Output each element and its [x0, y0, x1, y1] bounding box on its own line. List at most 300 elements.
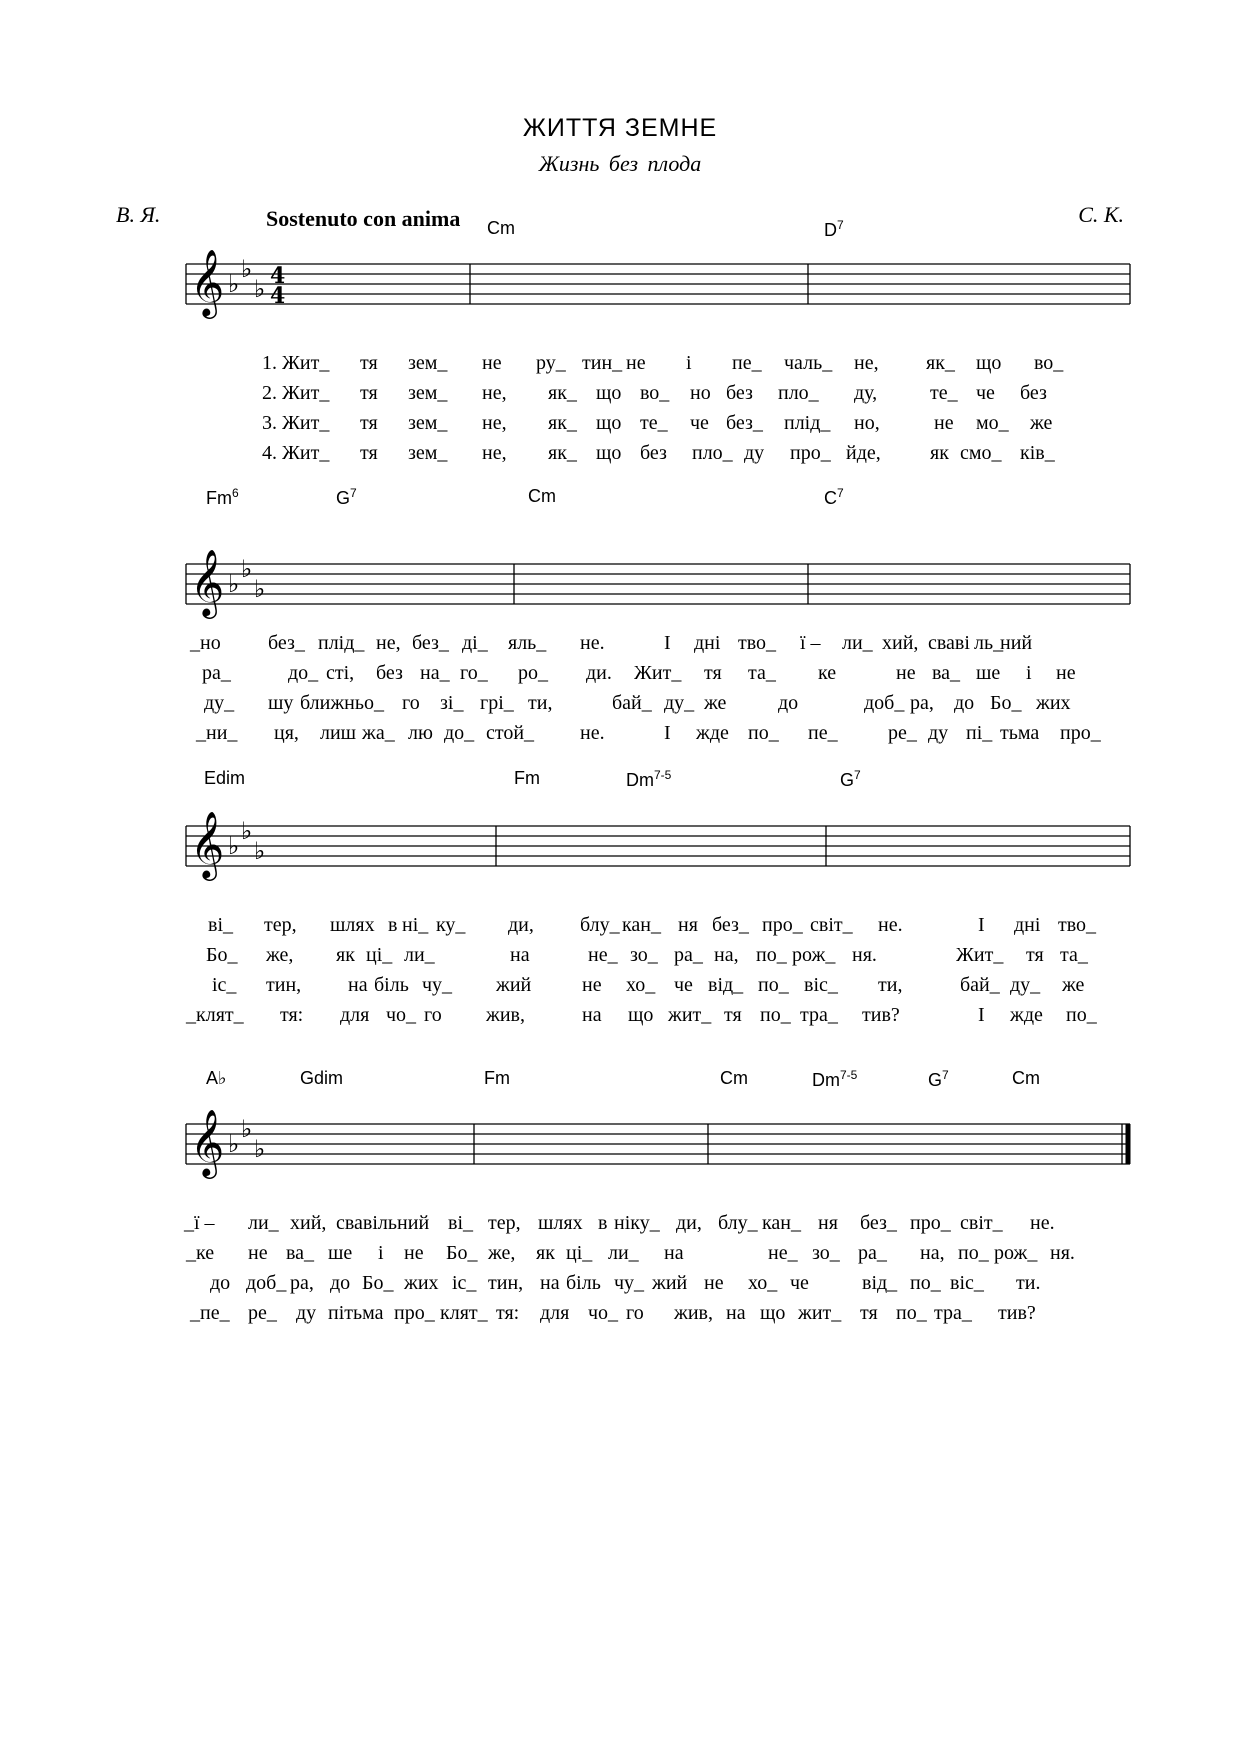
chord-name: Cm [1012, 1068, 1040, 1088]
chord-extension: 7-5 [654, 768, 672, 782]
chord-symbol [487, 218, 515, 239]
lyric-syllable: ця, [274, 722, 299, 744]
flat-sign: ♭ [254, 837, 266, 865]
lyric-syllable: І [664, 722, 671, 744]
lyric-syllable: пе_ [808, 722, 838, 744]
lyric-syllable: ду_ [204, 692, 235, 714]
lyric-syllable: ше [328, 1242, 353, 1264]
lyric-syllable: та_ [748, 662, 776, 684]
lyric-syllable: біль [566, 1272, 601, 1294]
lyric-syllable: по_ [958, 1242, 989, 1264]
lyric-syllable: ня. [852, 944, 877, 966]
lyric-syllable: тво_ [738, 632, 777, 654]
lyric-syllable: про_ [910, 1212, 951, 1234]
lyric-syllable: що [760, 1302, 786, 1324]
chord-symbol [204, 768, 245, 789]
lyric-syllable: но [690, 382, 711, 404]
lyric-syllable: тра_ [934, 1302, 972, 1324]
lyric-syllable: І [664, 632, 671, 654]
lyric-syllable: на, [714, 944, 739, 966]
lyric-syllable: не [704, 1272, 724, 1294]
chord-name: Cm [720, 1068, 748, 1088]
lyric-syllable: від_ [708, 974, 744, 996]
lyric-syllable: жит_ [798, 1302, 842, 1324]
lyric-syllable: віс_ [804, 974, 838, 996]
lyric-syllable: го [424, 1004, 442, 1026]
chord-symbol [840, 768, 861, 791]
lyric-syllable: пе_ [732, 352, 762, 374]
song-subtitle: Жизнь без плода [538, 151, 702, 176]
lyric-syllable: ли_ [608, 1242, 639, 1264]
lyric-syllable: І [978, 1004, 985, 1026]
composer-initials: С. К. [1078, 202, 1124, 227]
lyric-syllable: тя [724, 1004, 742, 1026]
tempo-marking: Sostenuto con anima [266, 206, 461, 231]
chord-name: G [840, 770, 855, 790]
lyric-syllable: ру_ [536, 352, 566, 374]
lyric-syllable: по_ [758, 974, 789, 996]
lyric-syllable: ду_ [664, 692, 695, 714]
lyric-syllable: жде [1010, 1004, 1043, 1026]
time-signature-bottom: 4 [270, 283, 286, 309]
lyric-syllable: кан_ [762, 1212, 801, 1234]
lyric-syllable: ня [678, 914, 698, 936]
lyric-syllable: плід_ [784, 412, 831, 434]
lyric-syllable: чаль_ [784, 352, 833, 374]
lyric-syllable: не [934, 412, 954, 434]
lyric-syllable: смо_ [960, 442, 1002, 464]
lyric-syllable: до_ [444, 722, 475, 744]
chord-extension: 6 [232, 486, 239, 500]
lyric-syllable: рож_ [792, 944, 836, 966]
lyric-syllable: же [1062, 974, 1085, 996]
lyric-syllable: що [976, 352, 1002, 374]
chord-name: G [336, 488, 351, 508]
lyric-syllable: 1. Жит_ [262, 352, 330, 374]
lyric-syllable: зо_ [630, 944, 658, 966]
lyric-syllable: на, [920, 1242, 945, 1264]
flat-sign: ♭ [228, 1130, 240, 1158]
lyric-syllable: не [248, 1242, 268, 1264]
lyric-syllable: тра_ [800, 1004, 838, 1026]
lyric-syllable: ня [818, 1212, 838, 1234]
lyric-syllable: ків_ [1020, 442, 1055, 464]
lyric-syllable: ду [744, 442, 765, 464]
lyric-syllable: ро_ [518, 662, 548, 684]
lyric-syllable: тин, [266, 974, 302, 996]
lyric-syllable: не [896, 662, 916, 684]
lyric-syllable: _но [190, 632, 221, 654]
lyric-syllable: без_ [860, 1212, 897, 1234]
lyric-syllable: _пе_ [190, 1302, 230, 1324]
chord-name: Cm [528, 486, 556, 506]
lyric-syllable: на [348, 974, 368, 996]
chord-symbol [626, 768, 671, 791]
lyric-syllable: як_ [548, 442, 577, 464]
lyric-syllable: жа_ [362, 722, 395, 744]
lyric-syllable: ли_ [248, 1212, 279, 1234]
lyric-syllable: ду_ [1010, 974, 1041, 996]
chord-name: Dm [812, 1070, 840, 1090]
lyric-syllable: світ_ [810, 914, 853, 936]
chord-symbol [720, 1068, 748, 1089]
lyric-syllable: блу_ [580, 914, 620, 936]
lyric-syllable: що [628, 1004, 654, 1026]
lyric-syllable: до [954, 692, 975, 714]
lyric-syllable: не [582, 974, 602, 996]
lyric-syllable: не, [482, 442, 507, 464]
lyric-syllable: ре_ [248, 1302, 277, 1324]
lyric-syllable: по_ [760, 1004, 791, 1026]
chord-symbol [812, 1068, 857, 1091]
lyric-syllable: ти, [878, 974, 903, 996]
lyric-syllable: грі_ [480, 692, 514, 714]
lyric-syllable: ра, [290, 1272, 314, 1294]
chord-symbol [514, 768, 540, 789]
lyric-syllable: не_ [768, 1242, 798, 1264]
lyric-syllable: ра, [910, 692, 934, 714]
lyric-syllable: не [482, 352, 502, 374]
flat-sign: ♭ [228, 570, 240, 598]
lyric-syllable: до_ [288, 662, 319, 684]
lyric-syllable: чо_ [386, 1004, 417, 1026]
lyric-syllable: тя [360, 442, 378, 464]
lyric-syllable: світ_ [960, 1212, 1003, 1234]
lyric-syllable: І [978, 914, 985, 936]
lyric-syllable: же, [266, 944, 294, 966]
lyric-syllable: по_ [896, 1302, 927, 1324]
lyric-syllable: ди, [676, 1212, 702, 1234]
lyric-syllable: _ни_ [196, 722, 238, 744]
lyric-syllable: віс_ [950, 1272, 984, 1294]
chord-name: Fm [514, 768, 540, 788]
lyric-syllable: ва_ [286, 1242, 315, 1264]
lyric-syllable: ти, [528, 692, 553, 714]
lyric-syllable: лю [408, 722, 433, 744]
lyric-syllable: те_ [930, 382, 958, 404]
lyric-syllable: ре_ [888, 722, 917, 744]
chord-extension: 7 [942, 1068, 949, 1082]
lyric-syllable: доб_ [246, 1272, 287, 1294]
lyric-syllable: не [1056, 662, 1076, 684]
lyric-syllable: Бо_ [206, 944, 238, 966]
chord-name: G [928, 1070, 943, 1090]
lyric-syllable: _ї – [184, 1212, 215, 1234]
flat-sign: ♭ [241, 817, 253, 845]
lyric-syllable: чу_ [614, 1272, 645, 1294]
lyric-syllable: без [1020, 382, 1047, 404]
lyric-syllable: че [674, 974, 693, 996]
lyric-syllable: на [510, 944, 530, 966]
lyric-syllable: до [330, 1272, 351, 1294]
lyric-syllable: зем_ [408, 382, 448, 404]
lyric-syllable: ли_ [842, 632, 873, 654]
lyric-syllable: пло_ [692, 442, 733, 464]
lyric-syllable: тя [704, 662, 722, 684]
lyric-syllable: дні [694, 632, 721, 654]
lyric-syllable: жит_ [668, 1004, 712, 1026]
lyric-syllable: пло_ [778, 382, 819, 404]
lyric-syllable: в [598, 1212, 608, 1234]
chord-symbol [336, 486, 357, 509]
poet-initials: В. Я. [116, 202, 161, 227]
lyric-syllable: тя [360, 412, 378, 434]
lyric-syllable: і [378, 1242, 384, 1264]
chord-name: Fm [484, 1068, 510, 1088]
lyric-syllable: Бо_ [362, 1272, 394, 1294]
lyric-syllable: зем_ [408, 352, 448, 374]
lyric-syllable: тя: [496, 1302, 520, 1324]
flat-sign: ♭ [241, 1115, 253, 1143]
lyric-syllable: чо_ [588, 1302, 619, 1324]
lyric-syllable: не. [580, 722, 605, 744]
lyric-syllable: ра_ [202, 662, 231, 684]
lyric-syllable: не, [482, 382, 507, 404]
lyric-syllable: тив? [998, 1302, 1036, 1324]
treble-clef: 𝄞 [190, 1108, 225, 1176]
lyric-syllable: ді_ [462, 632, 488, 654]
lyric-syllable: без_ [268, 632, 305, 654]
lyric-syllable: яль_ [508, 632, 547, 654]
chord-name: A♭ [206, 1068, 227, 1088]
lyric-syllable: но, [854, 412, 880, 434]
lyric-syllable: тя [360, 382, 378, 404]
lyric-syllable: же, [488, 1242, 516, 1264]
lyric-syllable: Жит_ [634, 662, 682, 684]
lyric-syllable: ні_ [402, 914, 429, 936]
lyric-syllable: зем_ [408, 442, 448, 464]
lyric-syllable: же [704, 692, 727, 714]
lyric-syllable: бай_ [612, 692, 652, 714]
lyric-syllable: жий [496, 974, 532, 996]
lyric-syllable: тив? [862, 1004, 900, 1026]
lyric-syllable: по_ [1066, 1004, 1097, 1026]
treble-clef: 𝄞 [190, 248, 225, 316]
lyric-syllable: на [540, 1272, 560, 1294]
lyric-syllable: го [402, 692, 420, 714]
chord-name: D [824, 220, 837, 240]
time-signature-top: 4 [270, 263, 286, 289]
chord-name: Cm [487, 218, 515, 238]
lyric-syllable: че [690, 412, 709, 434]
lyric-syllable: Жит_ [956, 944, 1004, 966]
lyric-syllable: від_ [862, 1272, 898, 1294]
lyric-syllable: тин, [488, 1272, 524, 1294]
lyric-syllable: іс_ [452, 1272, 477, 1294]
lyric-syllable: шлях [330, 914, 375, 936]
lyric-syllable: не, [854, 352, 879, 374]
chord-extension: 7 [837, 486, 844, 500]
lyric-syllable: по_ [748, 722, 779, 744]
chord-symbol [484, 1068, 510, 1089]
lyric-syllable: шу [268, 692, 294, 714]
lyric-syllable: ли_ [404, 944, 435, 966]
lyric-syllable: ду [928, 722, 949, 744]
lyric-syllable: хий, [290, 1212, 327, 1234]
lyric-syllable: жих [1036, 692, 1071, 714]
lyric-syllable: по_ [910, 1272, 941, 1294]
lyric-syllable: ний [1000, 632, 1033, 654]
lyric-syllable: _клят_ [186, 1004, 244, 1026]
lyric-syllable: не, [482, 412, 507, 434]
lyric-syllable: лиш [320, 722, 357, 744]
lyric-syllable: тер, [488, 1212, 521, 1234]
lyric-syllable: 3. Жит_ [262, 412, 330, 434]
lyric-syllable: рож_ [994, 1242, 1038, 1264]
lyric-syllable: для [540, 1302, 570, 1324]
chord-extension: 7-5 [840, 1068, 858, 1082]
lyric-syllable: по_ [756, 944, 787, 966]
lyric-syllable: як_ [548, 412, 577, 434]
lyric-syllable: не, [376, 632, 401, 654]
lyric-syllable: ду [296, 1302, 317, 1324]
lyric-syllable: хо_ [626, 974, 656, 996]
lyric-syllable: тин_ [582, 352, 623, 374]
lyric-syllable: як [336, 944, 355, 966]
lyric-syllable: жде [696, 722, 729, 744]
lyric-syllable: зо_ [812, 1242, 840, 1264]
chord-name: Edim [204, 768, 246, 788]
lyric-syllable: _ке [186, 1242, 215, 1264]
lyric-syllable: ше [976, 662, 1001, 684]
lyric-syllable: жив, [486, 1004, 525, 1026]
flat-sign: ♭ [254, 575, 266, 603]
chord-extension: 7 [837, 218, 844, 232]
lyric-syllable: ке [818, 662, 837, 684]
lyric-syllable: ди, [508, 914, 534, 936]
lyric-syllable: ра_ [674, 944, 703, 966]
lyric-syllable: стой_ [486, 722, 535, 744]
lyric-syllable: як [930, 442, 949, 464]
flat-sign: ♭ [228, 270, 240, 298]
lyric-syllable: зем_ [408, 412, 448, 434]
lyric-syllable: че [976, 382, 995, 404]
lyric-syllable: біль [374, 974, 409, 996]
lyric-syllable: ду, [854, 382, 878, 404]
lyric-syllable: ди. [586, 662, 612, 684]
lyric-syllable: що [596, 412, 622, 434]
lyric-syllable: тя: [280, 1004, 304, 1026]
flat-sign: ♭ [241, 255, 253, 283]
lyric-syllable: пітьма [328, 1302, 384, 1324]
treble-clef: 𝄞 [190, 548, 225, 616]
lyric-syllable: же [1030, 412, 1053, 434]
lyric-syllable: на [664, 1242, 684, 1264]
lyric-syllable: блу_ [718, 1212, 758, 1234]
lyric-syllable: тер, [264, 914, 297, 936]
lyric-syllable: ти. [1016, 1272, 1041, 1294]
lyric-syllable: для [340, 1004, 370, 1026]
lyric-syllable: Бо_ [446, 1242, 478, 1264]
lyric-syllable: жих [404, 1272, 439, 1294]
lyric-syllable: пі_ [966, 722, 993, 744]
lyric-syllable: ль_ [974, 632, 1004, 654]
chord-name: C [824, 488, 837, 508]
lyric-syllable: го [626, 1302, 644, 1324]
lyric-syllable: ві_ [448, 1212, 473, 1234]
lyric-syllable: ближньо_ [300, 692, 385, 714]
flat-sign: ♭ [254, 1135, 266, 1163]
lyric-syllable: 2. Жит_ [262, 382, 330, 404]
lyric-syllable: про_ [394, 1302, 435, 1324]
lyric-syllable: без [640, 442, 667, 464]
lyric-syllable: що [596, 382, 622, 404]
lyric-syllable: чу_ [422, 974, 453, 996]
lyric-syllable: тьма [1000, 722, 1040, 744]
chord-symbol [528, 486, 556, 507]
lyric-syllable: ня. [1050, 1242, 1075, 1264]
lyric-syllable: мо_ [976, 412, 1009, 434]
chord-symbol [206, 486, 239, 509]
lyric-syllable: не [626, 352, 646, 374]
lyric-syllable: не. [1030, 1212, 1055, 1234]
lyric-syllable: без [376, 662, 403, 684]
lyric-syllable: без_ [712, 914, 749, 936]
lyric-syllable: і [1026, 662, 1032, 684]
lyric-syllable: йде, [846, 442, 881, 464]
lyric-syllable: ку_ [436, 914, 466, 936]
lyric-syllable: не [404, 1242, 424, 1264]
lyric-syllable: доб_ [864, 692, 905, 714]
lyric-syllable: во_ [640, 382, 670, 404]
lyric-syllable: бай_ [960, 974, 1000, 996]
lyric-syllable: як [536, 1242, 555, 1264]
chord-symbol [206, 1068, 227, 1089]
chord-symbol [824, 486, 844, 509]
chord-symbol [1012, 1068, 1040, 1089]
lyric-syllable: зі_ [440, 692, 464, 714]
chord-symbol [300, 1068, 343, 1089]
chord-name: Gdim [300, 1068, 344, 1088]
lyric-syllable: 4. Жит_ [262, 442, 330, 464]
lyric-syllable: хо_ [748, 1272, 778, 1294]
lyric-syllable: Бо_ [990, 692, 1022, 714]
lyric-syllable: плід_ [318, 632, 365, 654]
chord-symbol [928, 1068, 949, 1091]
lyric-syllable: шлях [538, 1212, 583, 1234]
lyric-syllable: жив, [674, 1302, 713, 1324]
lyric-syllable: не_ [588, 944, 618, 966]
lyric-syllable: тя [360, 352, 378, 374]
chord-extension: 7 [350, 486, 357, 500]
lyric-syllable: тя [1026, 944, 1044, 966]
lyric-syllable: ві_ [208, 914, 233, 936]
lyric-syllable: про_ [762, 914, 803, 936]
lyric-syllable: без [726, 382, 753, 404]
lyric-syllable: хий, [882, 632, 919, 654]
chord-name: Dm [626, 770, 654, 790]
lyric-syllable: до [210, 1272, 231, 1294]
lyric-syllable: ці_ [366, 944, 393, 966]
lyric-syllable: як_ [548, 382, 577, 404]
lyric-syllable: сті, [326, 662, 355, 684]
lyric-syllable: на [582, 1004, 602, 1026]
lyric-syllable: свавільний [336, 1212, 430, 1234]
lyric-syllable: про_ [1060, 722, 1101, 744]
chord-name: Fm [206, 488, 232, 508]
lyric-syllable: про_ [790, 442, 831, 464]
flat-sign: ♭ [228, 832, 240, 860]
lyric-syllable: що [596, 442, 622, 464]
lyric-syllable: сваві [928, 632, 970, 654]
lyric-syllable: ра_ [858, 1242, 887, 1264]
lyric-syllable: та_ [1060, 944, 1088, 966]
lyric-syllable: го_ [460, 662, 488, 684]
lyric-syllable: те_ [640, 412, 668, 434]
lyric-syllable: на_ [420, 662, 450, 684]
chord-symbol [824, 218, 844, 241]
lyric-syllable: че [790, 1272, 809, 1294]
